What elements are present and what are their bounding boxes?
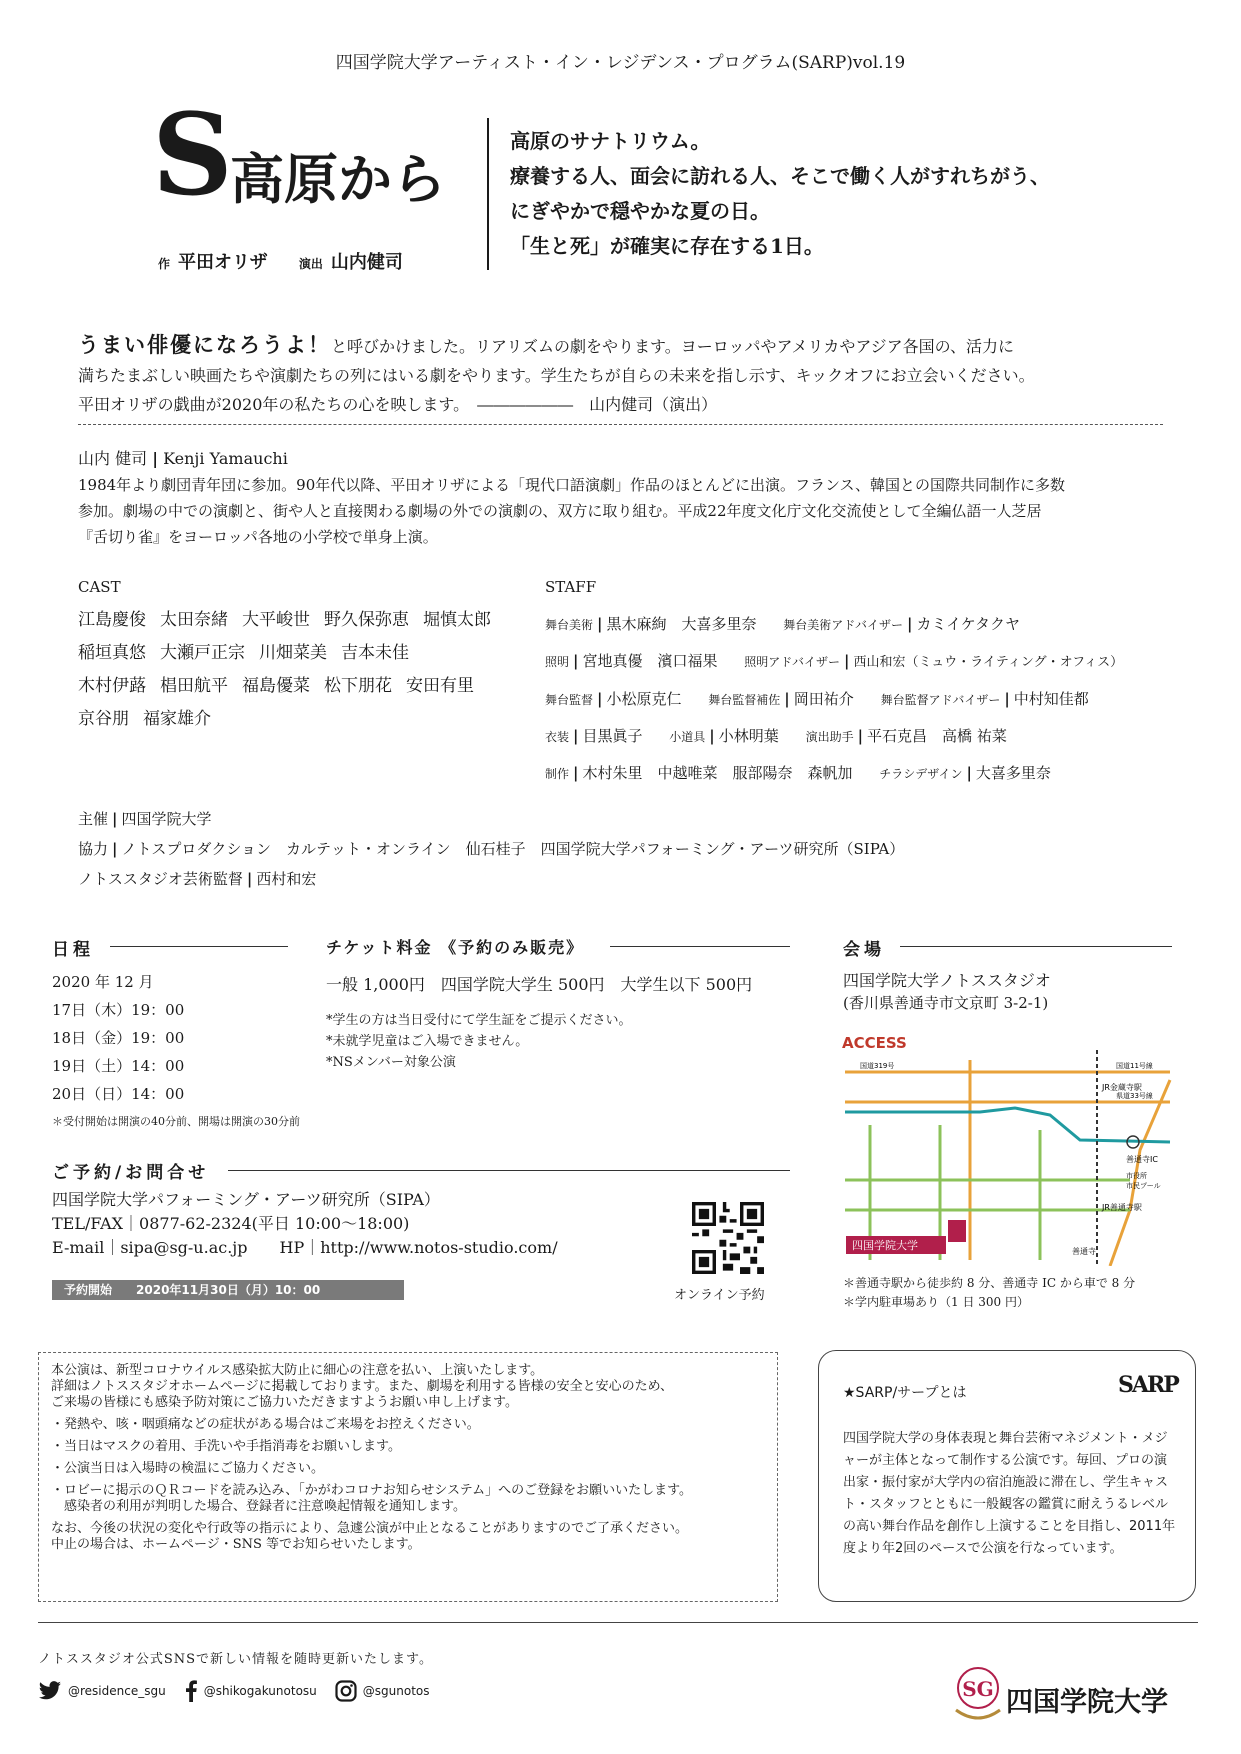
author-label: 作 bbox=[158, 257, 171, 271]
schedule bbox=[52, 968, 300, 1136]
open-date: 2020年11月30日（月）10：00 bbox=[136, 1283, 321, 1297]
cast-member: 松下朋花 bbox=[324, 676, 392, 696]
notice-line: 詳細はノトススタジオホームページに掲載しております。また、劇場を利用する皆様の安全と安心のため、 bbox=[51, 1379, 674, 1394]
bio-line: 『舌切り雀』をヨーロッパ各地の小学校で単身上演。 bbox=[78, 528, 438, 546]
staff-heading: STAFF bbox=[545, 578, 597, 596]
cast-list bbox=[78, 604, 505, 736]
staff-role: 演出助手 bbox=[805, 730, 854, 744]
staff-list bbox=[545, 606, 1123, 792]
schedule-date: 18日（金）19：00 bbox=[52, 1029, 185, 1047]
director-name: 山内健司 bbox=[330, 252, 403, 273]
twitter-link[interactable] bbox=[38, 1681, 166, 1701]
staff-role: 制作 bbox=[545, 767, 570, 781]
schedule-date: 20日（日）14：00 bbox=[52, 1085, 185, 1103]
contact-org: 四国学院大学パフォーミング・アーツ研究所（SIPA） bbox=[52, 1190, 440, 1209]
bio-line: 参加。劇場の中での演劇と、街や人と直接関わる劇場の外での演劇の、双方に取り組む。平成22年度文化庁文化交流使として全編仏語一人芝居 bbox=[78, 502, 1042, 520]
ticket-note: *学生の方は当日受付にて学生証をご提示ください。 bbox=[326, 1013, 632, 1028]
tagline-line: 高原のサナトリウム。 bbox=[510, 129, 711, 153]
laurel-icon bbox=[956, 1710, 1000, 1718]
staff-role: 舞台監督 bbox=[545, 693, 594, 707]
staff-names: 中村知佳都 bbox=[1013, 690, 1089, 708]
cast-member: 吉本未佳 bbox=[341, 643, 409, 663]
twitter-icon bbox=[38, 1681, 62, 1701]
title-s-letter: S bbox=[152, 90, 229, 221]
staff-row: 制作 | 木村朱里 中越唯菜 服部陽奈 森帆加 チラシデザイン | 大喜多里奈 bbox=[545, 764, 1051, 782]
schedule-date: 17日（木）19：00 bbox=[52, 1001, 185, 1019]
cast-member: 江島慶俊 bbox=[78, 610, 146, 630]
facebook-link[interactable] bbox=[184, 1680, 317, 1702]
covid-notice bbox=[38, 1352, 778, 1602]
staff-role: 照明アドバイザー bbox=[744, 655, 841, 669]
staff-role: 舞台監督アドバイザー bbox=[880, 693, 1001, 707]
cast-member: 福島優菜 bbox=[242, 676, 310, 696]
footer-rule bbox=[38, 1622, 1198, 1623]
art-director: 西村和宏 bbox=[256, 870, 317, 888]
contact-email[interactable]: E-mail｜sipa@sg-u.ac.jp bbox=[52, 1238, 248, 1257]
open-label: 予約開始 bbox=[64, 1283, 113, 1297]
staff-role: 舞台美術アドバイザー bbox=[783, 618, 904, 632]
contact-info bbox=[52, 1188, 558, 1260]
ticket-prices: 一般 1,000円 四国学院大学生 500円 大学生以下 500円 bbox=[326, 975, 753, 994]
venue-name: 四国学院大学ノトススタジオ bbox=[843, 971, 1051, 990]
cooperation-label: 協力 bbox=[78, 840, 109, 858]
instagram-icon bbox=[335, 1680, 357, 1702]
notice-line: 中止の場合は、ホームページ・SNS 等でお知らせいたします。 bbox=[51, 1537, 421, 1552]
staff-names: 岡田祐介 bbox=[793, 690, 854, 708]
bio-name-jp: 山内 健司 bbox=[78, 449, 148, 468]
staff-names: 小林明葉 bbox=[718, 727, 779, 745]
ticket-note: *未就学児童はご入場できません。 bbox=[326, 1034, 529, 1049]
map-label: 国道11号線 bbox=[1116, 1062, 1153, 1070]
staff-names: 西山和宏（ミュウ・ライティング・オフィス） bbox=[853, 655, 1124, 670]
contact-heading: ご予約/お問合せ bbox=[52, 1163, 210, 1183]
schedule-note: ＊受付開始は開演の40分前、開場は開演の30分前 bbox=[52, 1115, 300, 1128]
staff-row: 舞台美術 | 黒木麻絢 大喜多里奈 舞台美術アドバイザー | カミイケタクヤ bbox=[545, 615, 1021, 633]
map-label: JR金蔵寺駅 bbox=[1102, 1083, 1142, 1092]
notice-item: ・公演当日は入場時の検温にご協力ください。 bbox=[51, 1461, 325, 1476]
tagline-line: 療養する人、面会に訪れる人、そこで働く人がすれちがう、 bbox=[510, 164, 1050, 188]
schedule-rule bbox=[110, 946, 288, 947]
sarp-body: 四国学院大学の身体表現と舞台芸術マネジメント・メジャーが主体となって制作する公演です。毎回、プロの演出家・振付家が大学内の宿泊施設に滞在し、学生キャスト・スタッフとともに一般観客の鑑賞に耐えうるレベルの高い舞台作品を創作し上演することを目指し、2011年度より年2回のペースで公演を行なっています。 bbox=[843, 1431, 1176, 1556]
cast-member: 木村伊蕗 bbox=[78, 676, 146, 696]
map-label: 市役所 bbox=[1126, 1172, 1147, 1180]
map-label: 県道33号線 bbox=[1116, 1092, 1153, 1100]
crest-letters: SG bbox=[962, 1677, 994, 1701]
staff-names: 黒木麻絢 大喜多里奈 bbox=[606, 615, 757, 633]
qr-caption: オンライン予約 bbox=[674, 1288, 765, 1303]
staff-row: 舞台監督 | 小松原克仁 舞台監督補佐 | 岡田祐介 舞台監督アドバイザー | 中村知佳都 bbox=[545, 690, 1089, 708]
message-line3: 平田オリザの戯曲が2020年の私たちの心を映します。 bbox=[78, 395, 462, 414]
instagram-link[interactable] bbox=[335, 1680, 430, 1702]
staff-row: 照明 | 宮地真優 濱口福果 照明アドバイザー | 西山和宏（ミュウ・ライティング・オフィス） bbox=[545, 652, 1124, 670]
schedule-heading: 日程 bbox=[52, 940, 94, 960]
venue-address: (香川県善通寺市文京町 3-2-1) bbox=[843, 994, 1049, 1012]
contact-rule bbox=[228, 1170, 790, 1171]
director-label: 演出 bbox=[298, 257, 323, 271]
staff-names: 大喜多里奈 bbox=[975, 764, 1051, 782]
staff-names: 木村朱里 中越唯菜 服部陽奈 森帆加 bbox=[582, 764, 853, 782]
staff-role: 小道具 bbox=[669, 730, 706, 744]
cast-heading: CAST bbox=[78, 578, 121, 596]
message-dash: ―――――― bbox=[477, 395, 574, 414]
staff-role: 照明 bbox=[545, 655, 570, 669]
sarp-logo: SARP bbox=[1118, 1372, 1178, 1398]
univ-building bbox=[948, 1220, 966, 1242]
access-notes bbox=[843, 1274, 1135, 1312]
message-lead: うまい俳優になろうよ！ bbox=[78, 332, 331, 357]
ticket-rule bbox=[610, 946, 790, 947]
venue-info bbox=[843, 970, 1051, 1014]
bio-line: 1984年より劇団青年団に参加。90年代以降、平田オリザによる「現代口語演劇」作品のほとんどに出演。フランス、韓国との国際共同制作に多数 bbox=[78, 476, 1065, 494]
notice-item: ・当日はマスクの着用、手洗いや手指消毒をお願いします。 bbox=[51, 1439, 401, 1454]
access-map bbox=[840, 1030, 1175, 1266]
cast-member: 大平峻世 bbox=[242, 610, 310, 630]
cooperation: ノトスプロダクション カルテット・オンライン 仙石桂子 四国学院大学パフォーミング・アーツ研究所（SIPA） bbox=[121, 840, 905, 858]
access-label: ACCESS bbox=[842, 1034, 907, 1052]
staff-role: チラシデザイン bbox=[879, 767, 963, 781]
staff-names: 小松原克仁 bbox=[606, 690, 682, 708]
tagline-line: にぎやかで穏やかな夏の日。 bbox=[510, 199, 770, 223]
map-label: 市民プール bbox=[1126, 1182, 1161, 1190]
host-info: 主催 | 四国学院大学 協力 | ノトスプロダクション カルテット・オンライン 仙石桂子 四国学院大学パフォーミング・アーツ研究所（SIPA） ノトススタジオ芸術監督 | 西村和宏 bbox=[78, 810, 905, 888]
schedule-date: 19日（土）14：00 bbox=[52, 1057, 185, 1075]
instagram-handle: @sgunotos bbox=[362, 1684, 430, 1698]
facebook-handle: @shikogakunotosu bbox=[203, 1684, 317, 1698]
notice-item: ・発熱や、咳・咽頭痛などの症状がある場合はご来場をお控えください。 bbox=[51, 1417, 480, 1432]
contact-hp[interactable]: HP｜http://www.notos-studio.com/ bbox=[279, 1238, 558, 1257]
director-message bbox=[78, 330, 1168, 419]
staff-names: 平石克昌 高橋 祐菜 bbox=[867, 727, 1007, 745]
twitter-handle: @residence_sgu bbox=[68, 1684, 166, 1698]
access-note: ＊学内駐車場あり（1 日 300 円） bbox=[843, 1295, 1029, 1309]
bio-name-en: Kenji Yamauchi bbox=[163, 449, 288, 468]
venue-rule bbox=[900, 946, 1172, 947]
venue-heading: 会場 bbox=[843, 940, 885, 960]
qr-code-icon[interactable] bbox=[692, 1202, 764, 1274]
cast-member: 稲垣真悠 bbox=[78, 643, 146, 663]
rail-line bbox=[845, 1108, 1170, 1142]
title-text: 高原から bbox=[230, 147, 446, 211]
ticket-heading: チケット料金 《予約のみ販売》 bbox=[326, 938, 585, 957]
sarp-title: ★SARP/サープとは bbox=[843, 1385, 967, 1401]
message-line2: 満ちたまぶしい映画たちや演劇たちの列にはいる劇をやります。学生たちが自らの未来を指し示す、キックオフにお立会いください。 bbox=[78, 366, 1035, 385]
map-label: 善通寺 bbox=[1072, 1247, 1096, 1256]
author-name: 平田オリザ bbox=[178, 252, 268, 273]
staff-names: 目黒眞子 bbox=[582, 727, 643, 745]
cast-member: 安田有里 bbox=[406, 676, 474, 696]
bio-name: 山内 健司 | Kenji Yamauchi bbox=[78, 449, 288, 468]
message-signature: 山内健司（演出） bbox=[589, 395, 718, 414]
cast-member: 大瀬戸正宗 bbox=[160, 643, 245, 663]
ticket-notes bbox=[326, 1010, 632, 1073]
university-name: 四国学院大学 bbox=[1006, 1687, 1168, 1718]
univ-map-label: 四国学院大学 bbox=[852, 1239, 918, 1252]
contact-tel: TEL/FAX｜0877-62-2324(平日 10:00〜18:00) bbox=[52, 1214, 410, 1233]
tagline-line: 「生と死」が確実に存在する1日。 bbox=[510, 234, 824, 258]
title-divider bbox=[487, 118, 489, 270]
organizer-label: 主催 bbox=[78, 810, 109, 828]
map-label: JR善通寺駅 bbox=[1102, 1203, 1142, 1212]
staff-names: 宮地真優 濱口福果 bbox=[582, 652, 718, 670]
art-director-label: ノトススタジオ芸術監督 bbox=[78, 870, 243, 888]
cast-member: 堀慎太郎 bbox=[423, 610, 491, 630]
cast-member: 京谷朋 bbox=[78, 709, 129, 729]
ticket-note: *NSメンバー対象公演 bbox=[326, 1055, 456, 1070]
reservation-open-bar bbox=[52, 1280, 404, 1300]
cast-member: 太田奈緒 bbox=[160, 610, 228, 630]
staff-row: 衣装 | 目黒眞子 小道具 | 小林明葉 演出助手 | 平石克昌 高橋 祐菜 bbox=[545, 727, 1007, 745]
section-divider bbox=[78, 424, 1163, 425]
sns-links bbox=[38, 1680, 448, 1702]
notice-line: なお、今後の状況の変化や行政等の指示により、急遽公演が中止となることがありますのでご了承ください。 bbox=[51, 1521, 689, 1536]
map-label: 善通寺IC bbox=[1126, 1155, 1158, 1164]
credits bbox=[158, 248, 429, 274]
schedule-month: 2020 年 12 月 bbox=[52, 973, 154, 991]
notice-line: 本公演は、新型コロナウイルス感染拡大防止に細心の注意を払い、上演いたします。 bbox=[51, 1363, 544, 1378]
notice-item: ・ロビーに掲示のＱＲコードを読み込み、「かがわコロナお知らせシステム」へのご登録をお願いいたします。 bbox=[51, 1483, 693, 1498]
notice-line: ご来場の皆様にも感染予防対策にご協力いただきますようお願い申し上げます。 bbox=[51, 1395, 518, 1410]
cast-member: 野久保弥恵 bbox=[324, 610, 409, 630]
facebook-icon bbox=[184, 1680, 198, 1702]
sns-text: ノトススタジオ公式SNSで新しい情報を随時更新いたします。 bbox=[38, 1652, 434, 1667]
staff-role: 舞台監督補佐 bbox=[708, 693, 781, 707]
message-line1: と呼びかけました。リアリズムの劇をやります。ヨーロッパやアメリカやアジア各国の、活力に bbox=[331, 337, 1015, 356]
tagline bbox=[510, 124, 1050, 264]
staff-role: 舞台美術 bbox=[545, 618, 594, 632]
organizer: 四国学院大学 bbox=[121, 810, 212, 828]
access-note: ＊善通寺駅から徒歩約 8 分、善通寺 IC から車で 8 分 bbox=[843, 1276, 1136, 1290]
cast-member: 椙田航平 bbox=[160, 676, 228, 696]
bio-text bbox=[78, 472, 1168, 550]
staff-names: カミイケタクヤ bbox=[916, 615, 1021, 633]
cast-member: 福家雄介 bbox=[143, 709, 211, 729]
program-header: 四国学院大学アーティスト・イン・レジデンス・プログラム(SARP)vol.19 bbox=[335, 53, 906, 73]
map-label: 国道319号 bbox=[860, 1062, 895, 1070]
university-crest-icon bbox=[950, 1660, 1006, 1730]
notice-item: 感染者の利用が判明した場合、登録者に注意喚起情報を通知します。 bbox=[51, 1499, 466, 1514]
cast-member: 川畑菜美 bbox=[259, 643, 327, 663]
staff-role: 衣装 bbox=[545, 730, 570, 744]
